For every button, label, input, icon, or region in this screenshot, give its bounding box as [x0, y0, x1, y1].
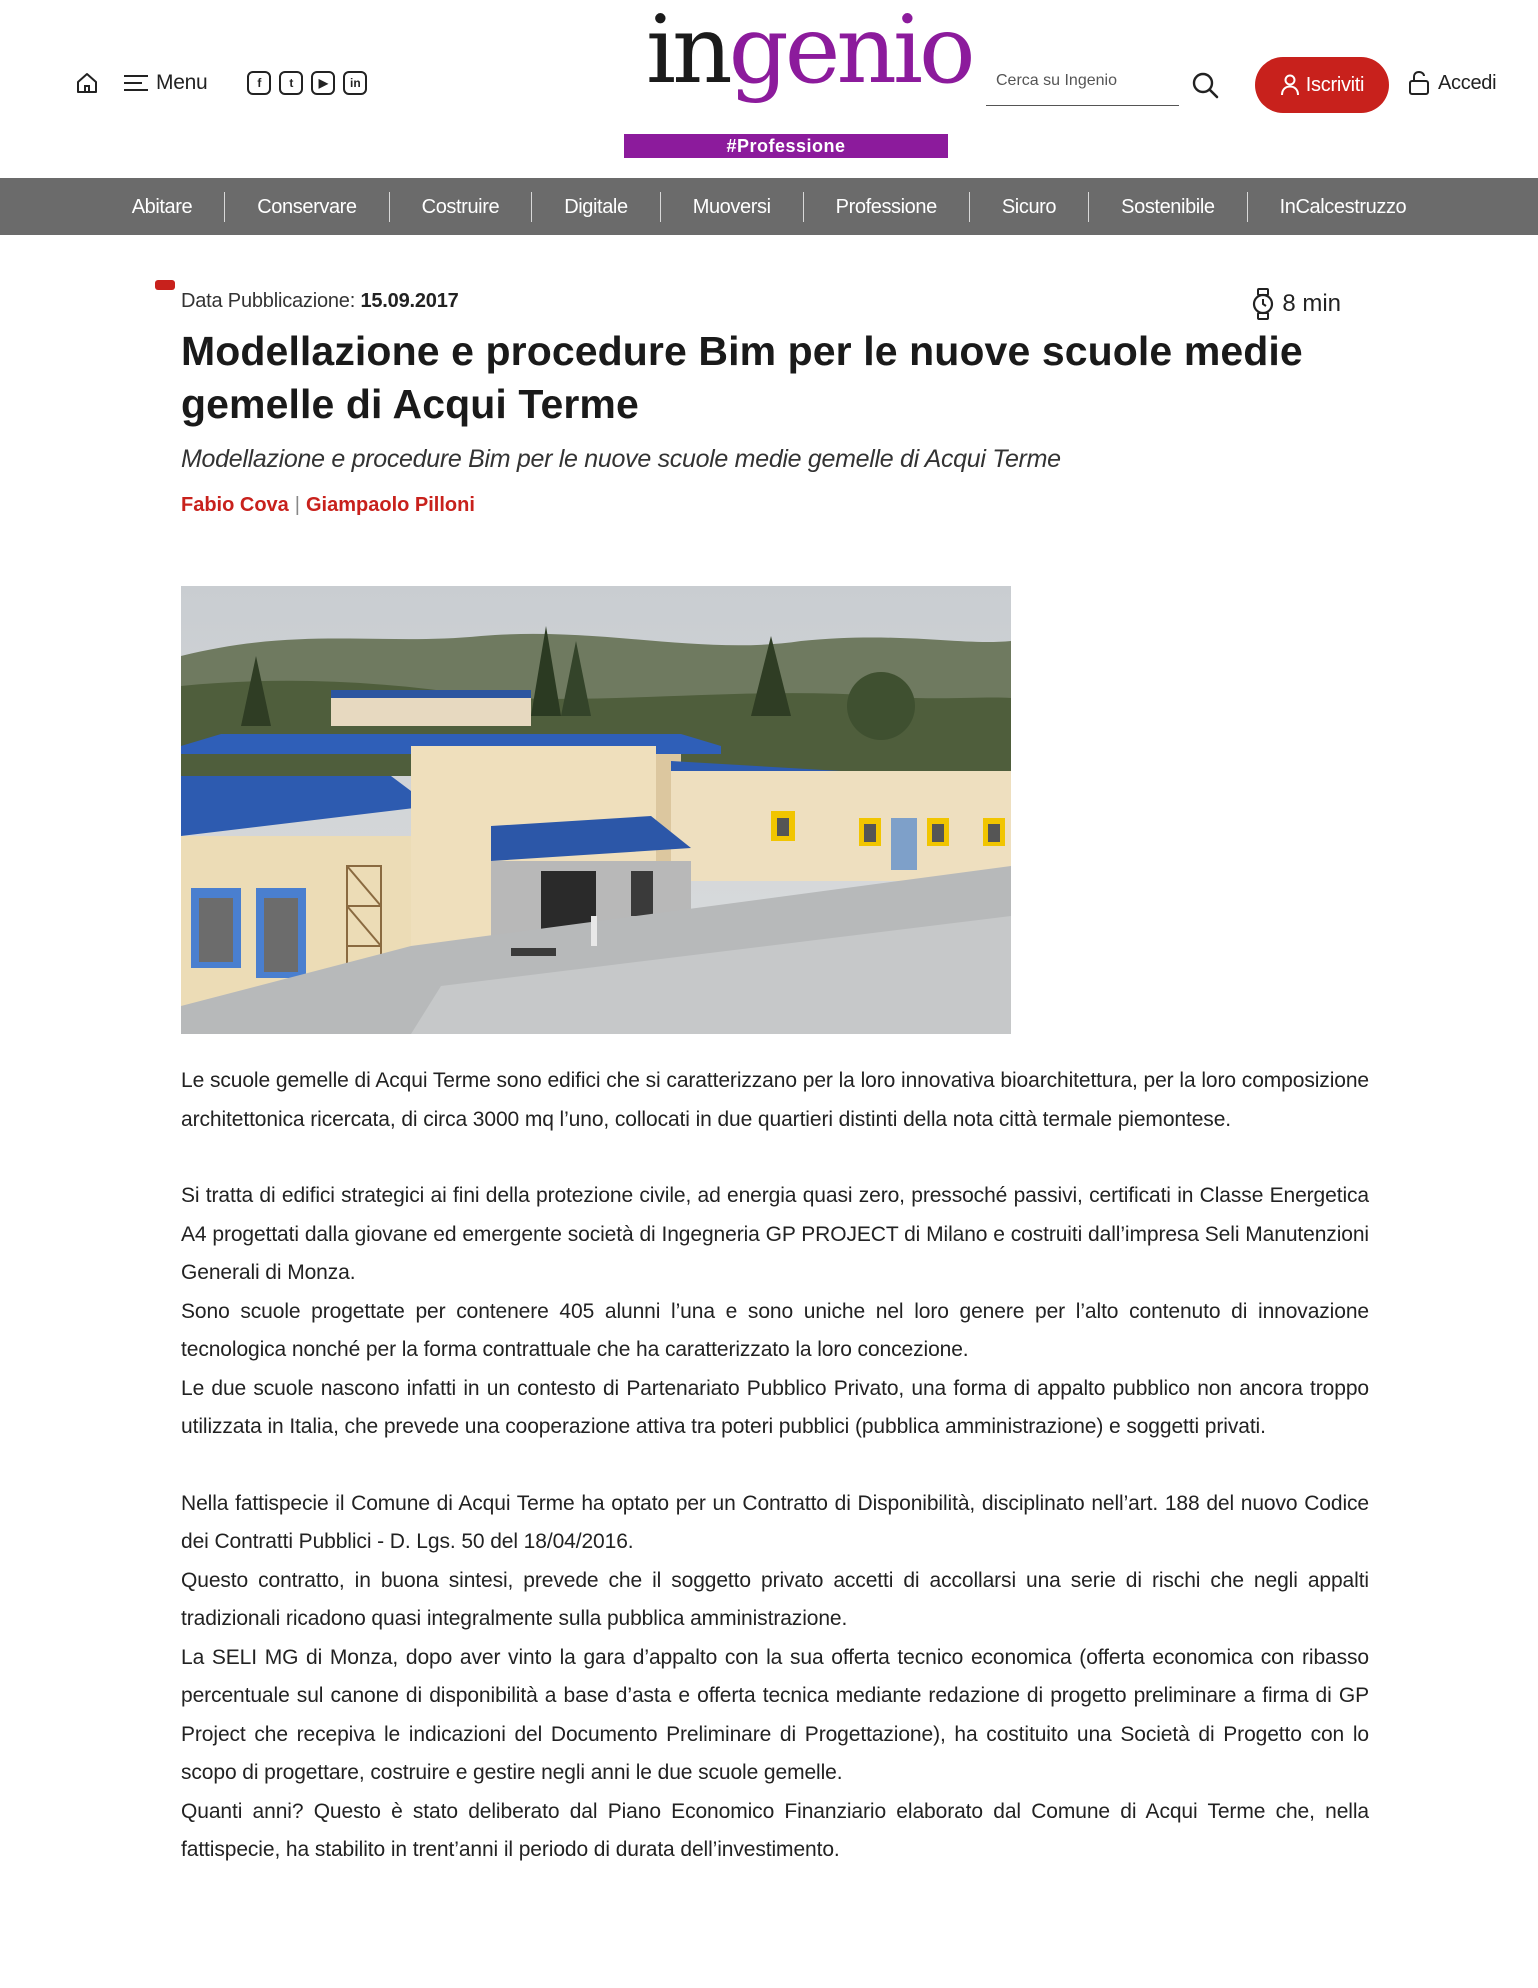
article-subtitle: Modellazione e procedure Bim per le nuove scuole medie gemelle di Acqui Terme [181, 445, 1061, 473]
category-tag [155, 280, 175, 290]
search-icon[interactable] [1190, 70, 1220, 100]
linkedin-icon[interactable]: in [343, 71, 367, 95]
lock-icon [1408, 70, 1430, 96]
author-link[interactable]: Fabio Cova [181, 494, 289, 516]
article-body [181, 1062, 1369, 1870]
watch-icon [1252, 288, 1274, 320]
pubdate-label: Data Pubblicazione: [181, 290, 356, 312]
logo-word-dark: in [646, 0, 729, 105]
menu-label: Menu [156, 71, 208, 94]
login-label: Accedi [1438, 71, 1497, 94]
read-time-value: 8 min [1282, 290, 1341, 317]
body-paragraph: Questo contratto, in buona sintesi, prevede che il soggetto privato accetti di accollarsi una serie di rischi che negli appalti tradizionali ricadono quasi integralmente sulla pubblica amministrazione. [181, 1568, 1369, 1630]
home-icon[interactable] [74, 70, 100, 96]
school-building-image [181, 586, 1011, 1034]
author-link[interactable]: Giampaolo Pilloni [306, 494, 475, 516]
main-nav [0, 178, 1538, 235]
login-button[interactable] [1408, 70, 1496, 96]
nav-item-conservare[interactable]: Conservare [224, 192, 388, 222]
publication-date [181, 290, 1369, 313]
facebook-icon[interactable]: f [247, 71, 271, 95]
nav-item-costruire[interactable]: Costruire [389, 192, 532, 222]
body-paragraph: La SELI MG di Monza, dopo aver vinto la gara d’appalto con la sua offerta tecnico economica (offerta economica con ribasso percentuale sul canone di disponibilità a base d’asta e offerta tecnica mediante redazione di progetto preliminare a firma di GP Project che recepiva le indicazioni del Documento Preliminare di Progettazione), ha costituito una Società di Progetto con lo scopo di progettare, costruire e gestire negli anni le due scuole gemelle. [181, 1645, 1369, 1784]
body-paragraph: Le due scuole nascono infatti in un contesto di Partenariato Pubblico Privato, una forma di appalto pubblico non ancora troppo utilizzata in Italia, che prevede una cooperazione attiva tra poteri pubblici (pubblica amministrazione) e soggetti privati. [181, 1376, 1369, 1438]
site-header [0, 0, 1538, 178]
subscribe-button[interactable] [1255, 57, 1389, 113]
paragraph-spacer [181, 1139, 1369, 1177]
logo-wordmark [646, 0, 972, 105]
nav-item-muoversi[interactable]: Muoversi [660, 192, 803, 222]
logo-tagline: #Professione [624, 134, 948, 158]
nav-item-sicuro[interactable]: Sicuro [969, 192, 1088, 222]
menu-button[interactable] [124, 71, 207, 95]
logo-word-purple: genio [728, 0, 972, 105]
site-logo[interactable] [624, 0, 972, 160]
nav-item-professione[interactable]: Professione [803, 192, 969, 222]
search-input[interactable] [996, 72, 1171, 90]
pubdate-value: 15.09.2017 [360, 290, 459, 312]
article [181, 278, 1369, 1861]
nav-item-sostenibile[interactable]: Sostenibile [1088, 192, 1246, 222]
body-paragraph: Le scuole gemelle di Acqui Terme sono edifici che si caratterizzano per la loro innovativa bioarchitettura, per la loro composizione architettonica ricercata, di circa 3000 mq l’uno, collocati in due quartieri distinti della nota città termale piemontese. [181, 1069, 1369, 1131]
search-box [986, 66, 1179, 106]
body-paragraph: Si tratta di edifici strategici ai fini della protezione civile, ad energia quasi zero, pressoché passivi, certificati in Classe Energetica A4 progettati dalla giovane ed emergente società di Ingegneria GP PROJECT di Milano e costruiti dall’impresa Seli Manutenzioni Generali di Monza. [181, 1184, 1369, 1284]
article-authors [181, 494, 1369, 517]
nav-item-incalcestruzzo[interactable]: InCalcestruzzo [1247, 192, 1439, 222]
header-left-tools [74, 70, 367, 96]
body-paragraph: Sono scuole progettate per contenere 405 alunni l’una e sono uniche nel loro genere per l’alto contenuto di innovazione tecnologica nonché per la forma contrattuale che ha caratterizzato la loro concezione. [181, 1299, 1369, 1361]
twitter-icon[interactable]: t [279, 71, 303, 95]
nav-item-digitale[interactable]: Digitale [531, 192, 660, 222]
hamburger-icon [124, 73, 150, 93]
body-paragraph: Nella fattispecie il Comune di Acqui Terme ha optato per un Contratto di Disponibilità, disciplinato nell’art. 188 del nuovo Codice dei Contratti Pubblici - D. Lgs. 50 del 18/04/2016. [181, 1491, 1369, 1553]
author-separator: | [294, 494, 300, 516]
read-time [1252, 288, 1341, 320]
paragraph-spacer [181, 1447, 1369, 1485]
body-paragraph: Quanti anni? Questo è stato deliberato dal Piano Economico Finanziario elaborato dal Comune di Acqui Terme che, nella fattispecie, ha stabilito in trent’anni il periodo di durata dell’investimento. [181, 1799, 1369, 1861]
article-photo [181, 586, 1011, 1034]
article-title: Modellazione e procedure Bim per le nuove scuole medie gemelle di Acqui Terme [181, 328, 1303, 427]
youtube-icon[interactable]: ▶ [311, 71, 335, 95]
social-links [247, 71, 367, 95]
nav-item-abitare[interactable]: Abitare [131, 195, 193, 218]
user-icon [1280, 74, 1300, 96]
subscribe-label: Iscriviti [1305, 73, 1365, 96]
